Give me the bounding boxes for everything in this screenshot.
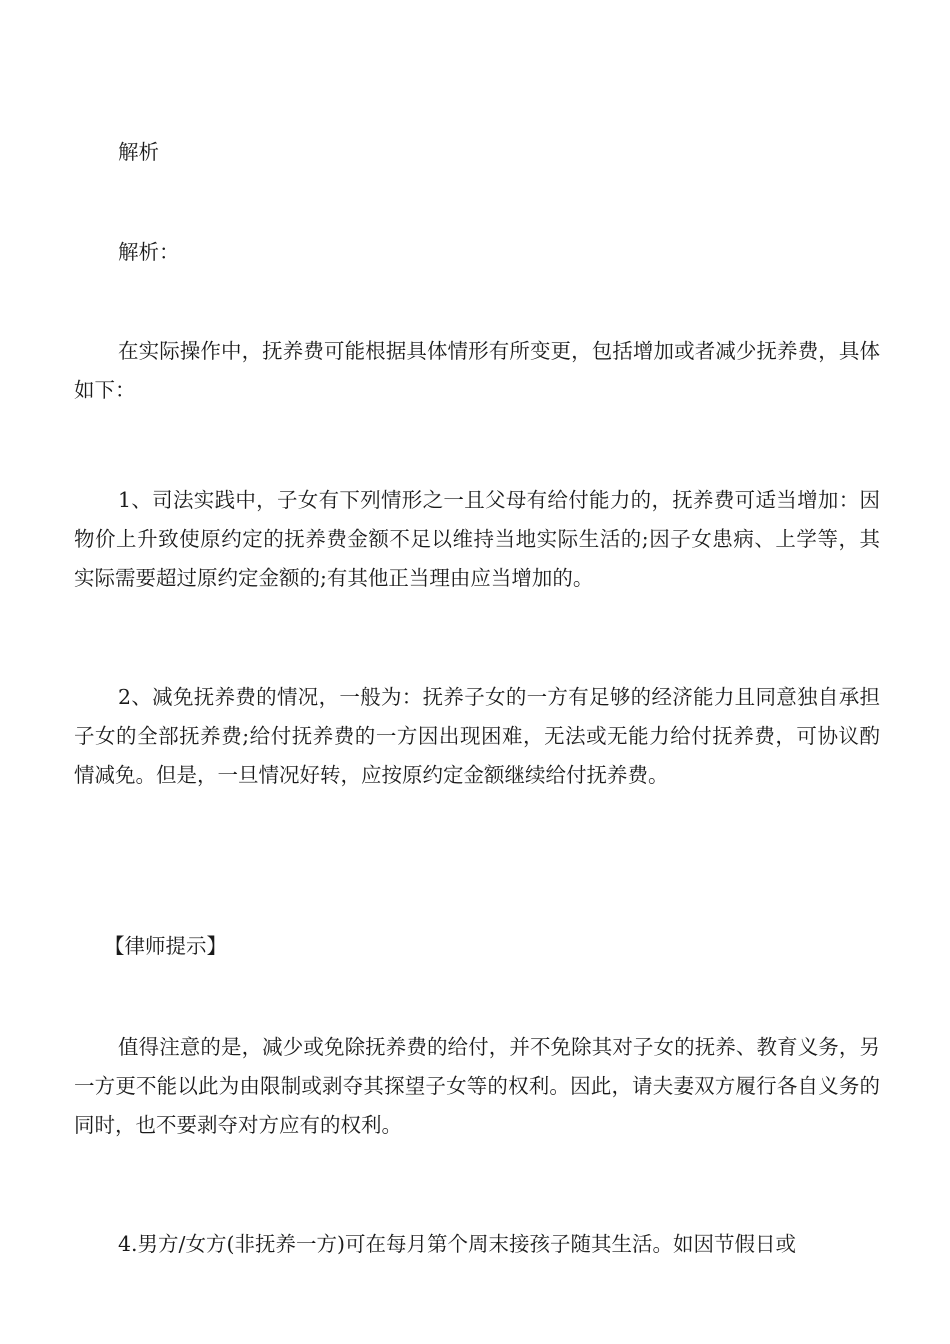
paragraph-reduce: 2、减免抚养费的情况，一般为：抚养子女的一方有足够的经济能力且同意独自承担子女的全部抚养费;给付抚养费的一方因出现困难，无法或无能力给付抚养费，可协议酌情减免。但是，一旦情况好转，应按原约定金额继续给付抚养费。 <box>74 685 880 787</box>
paragraph-tip: 值得注意的是，减少或免除抚养费的给付，并不免除其对子女的抚养、教育义务，另一方更不能以此为由限制或剥夺其探望子女等的权利。因此，请夫妻双方履行各自义务的同时，也不要剥夺对方应有的权利。 <box>74 1035 880 1137</box>
paragraph-increase: 1、司法实践中，子女有下列情形之一且父母有给付能力的，抚养费可适当增加：因物价上升致使原约定的抚养费金额不足以维持当地实际生活的;因子女患病、上学等，其实际需要超过原约定金额的;有其他正当理由应当增加的。 <box>74 488 880 590</box>
paragraph-visitation: 4.男方/女方(非抚养一方)可在每月第个周末接孩子随其生活。如因节假日或 <box>118 1232 796 1256</box>
lawyer-tip-heading: 【律师提示】 <box>104 934 227 958</box>
section-heading: 解析 <box>118 140 159 164</box>
analysis-label: 解析： <box>118 240 180 264</box>
paragraph-intro: 在实际操作中，抚养费可能根据具体情形有所变更，包括增加或者减少抚养费，具体如下： <box>74 339 880 402</box>
